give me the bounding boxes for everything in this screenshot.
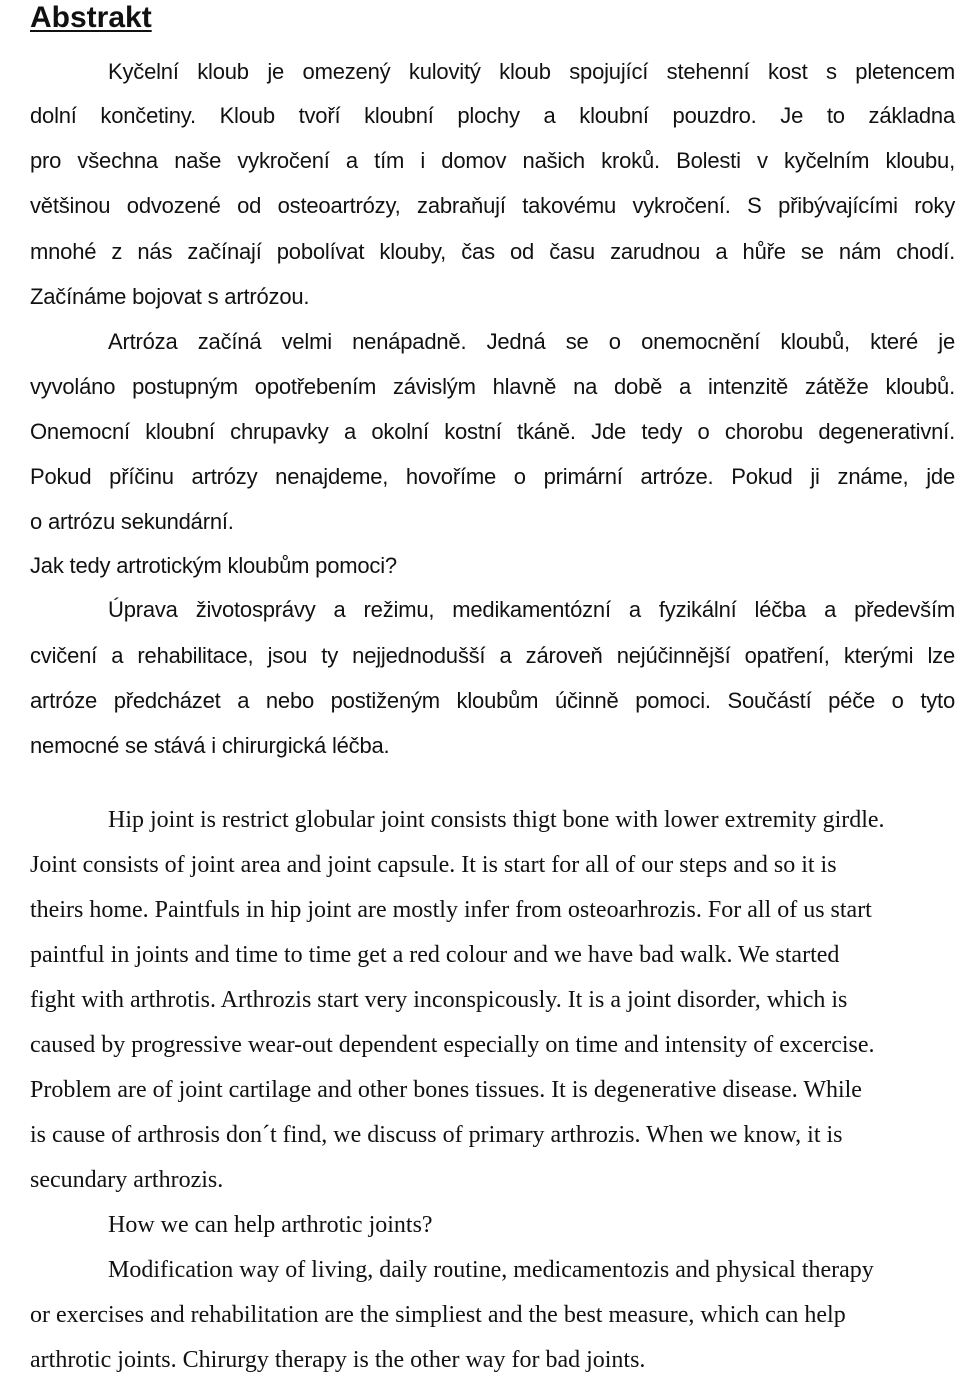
text-line: Problem are of joint cartilage and other bones tissues. It is degenerative disease. While xyxy=(30,1077,862,1103)
text-line: fight with arthrotis. Arthrozis start very inconspicously. It is a joint disorder, which is xyxy=(30,987,848,1013)
text-line: Modification way of living, daily routine, medicamentozis and physical therapy xyxy=(108,1257,874,1283)
text-line: dolní končetiny. Kloub tvoří kloubní plochy a kloubní pouzdro. Je to základna xyxy=(30,103,955,128)
text-line: cvičení a rehabilitace, jsou ty nejjednodušší a zároveň nejúčinnější opatření, kterými lze xyxy=(30,643,955,668)
text-line: Úprava životosprávy a režimu, medikamentózní a fyzikální léčba a především xyxy=(108,597,955,622)
text-line: Onemocní kloubní chrupavky a okolní kostní tkáně. Jde tedy o chorobu degenerativní. xyxy=(30,419,955,444)
text-line: pro všechna naše vykročení a tím i domov našich kroků. Bolesti v kyčelním kloubu, xyxy=(30,148,955,173)
text-line: Jak tedy artrotickým kloubům pomoci? xyxy=(30,553,397,578)
text-line: Kyčelní kloub je omezený kulovitý kloub spojující stehenní kost s pletencem xyxy=(108,59,955,84)
text-line: nemocné se stává i chirurgická léčba. xyxy=(30,733,390,758)
text-line: Pokud příčinu artrózy nenajdeme, hovoříme o primární artróze. Pokud ji známe, jde xyxy=(30,464,955,489)
text-line: caused by progressive wear-out dependent especially on time and intensity of excercise. xyxy=(30,1032,875,1058)
text-line: paintful in joints and time to time get a red colour and we have bad walk. We started xyxy=(30,942,840,968)
text-line: artróze předcházet a nebo postiženým kloubům účinně pomoci. Součástí péče o tyto xyxy=(30,688,955,713)
text-line: secundary arthrozis. xyxy=(30,1167,224,1193)
text-line: vyvoláno postupným opotřebením závislým hlavně na době a intenzitě zátěže kloubů. xyxy=(30,374,955,399)
text-line: arthrotic joints. Chirurgy therapy is the other way for bad joints. xyxy=(30,1347,646,1373)
text-line: How we can help arthrotic joints? xyxy=(108,1212,433,1238)
page-title: Abstrakt xyxy=(30,1,152,34)
text-line: Artróza začíná velmi nenápadně. Jedná se o onemocnění kloubů, které je xyxy=(108,329,955,354)
text-line: or exercises and rehabilitation are the simpliest and the best measure, which can help xyxy=(30,1302,846,1328)
text-line: Začínáme bojovat s artrózou. xyxy=(30,284,310,309)
text-line: mnohé z nás začínají pobolívat klouby, čas od času zarudnou a hůře se nám chodí. xyxy=(30,239,955,264)
text-line: Joint consists of joint area and joint capsule. It is start for all of our steps and so it is xyxy=(30,852,837,878)
text-line: o artrózu sekundární. xyxy=(30,509,234,534)
text-line: theirs home. Paintfuls in hip joint are mostly infer from osteoarhrozis. For all of us start xyxy=(30,897,872,923)
text-line: většinou odvozené od osteoartrózy, zabraňují takovému vykročení. S přibývajícími roky xyxy=(30,193,955,218)
text-line: is cause of arthrosis don´t find, we discuss of primary arthrozis. When we know, it is xyxy=(30,1122,843,1148)
text-line: Hip joint is restrict globular joint consists thigt bone with lower extremity girdle. xyxy=(108,807,885,833)
